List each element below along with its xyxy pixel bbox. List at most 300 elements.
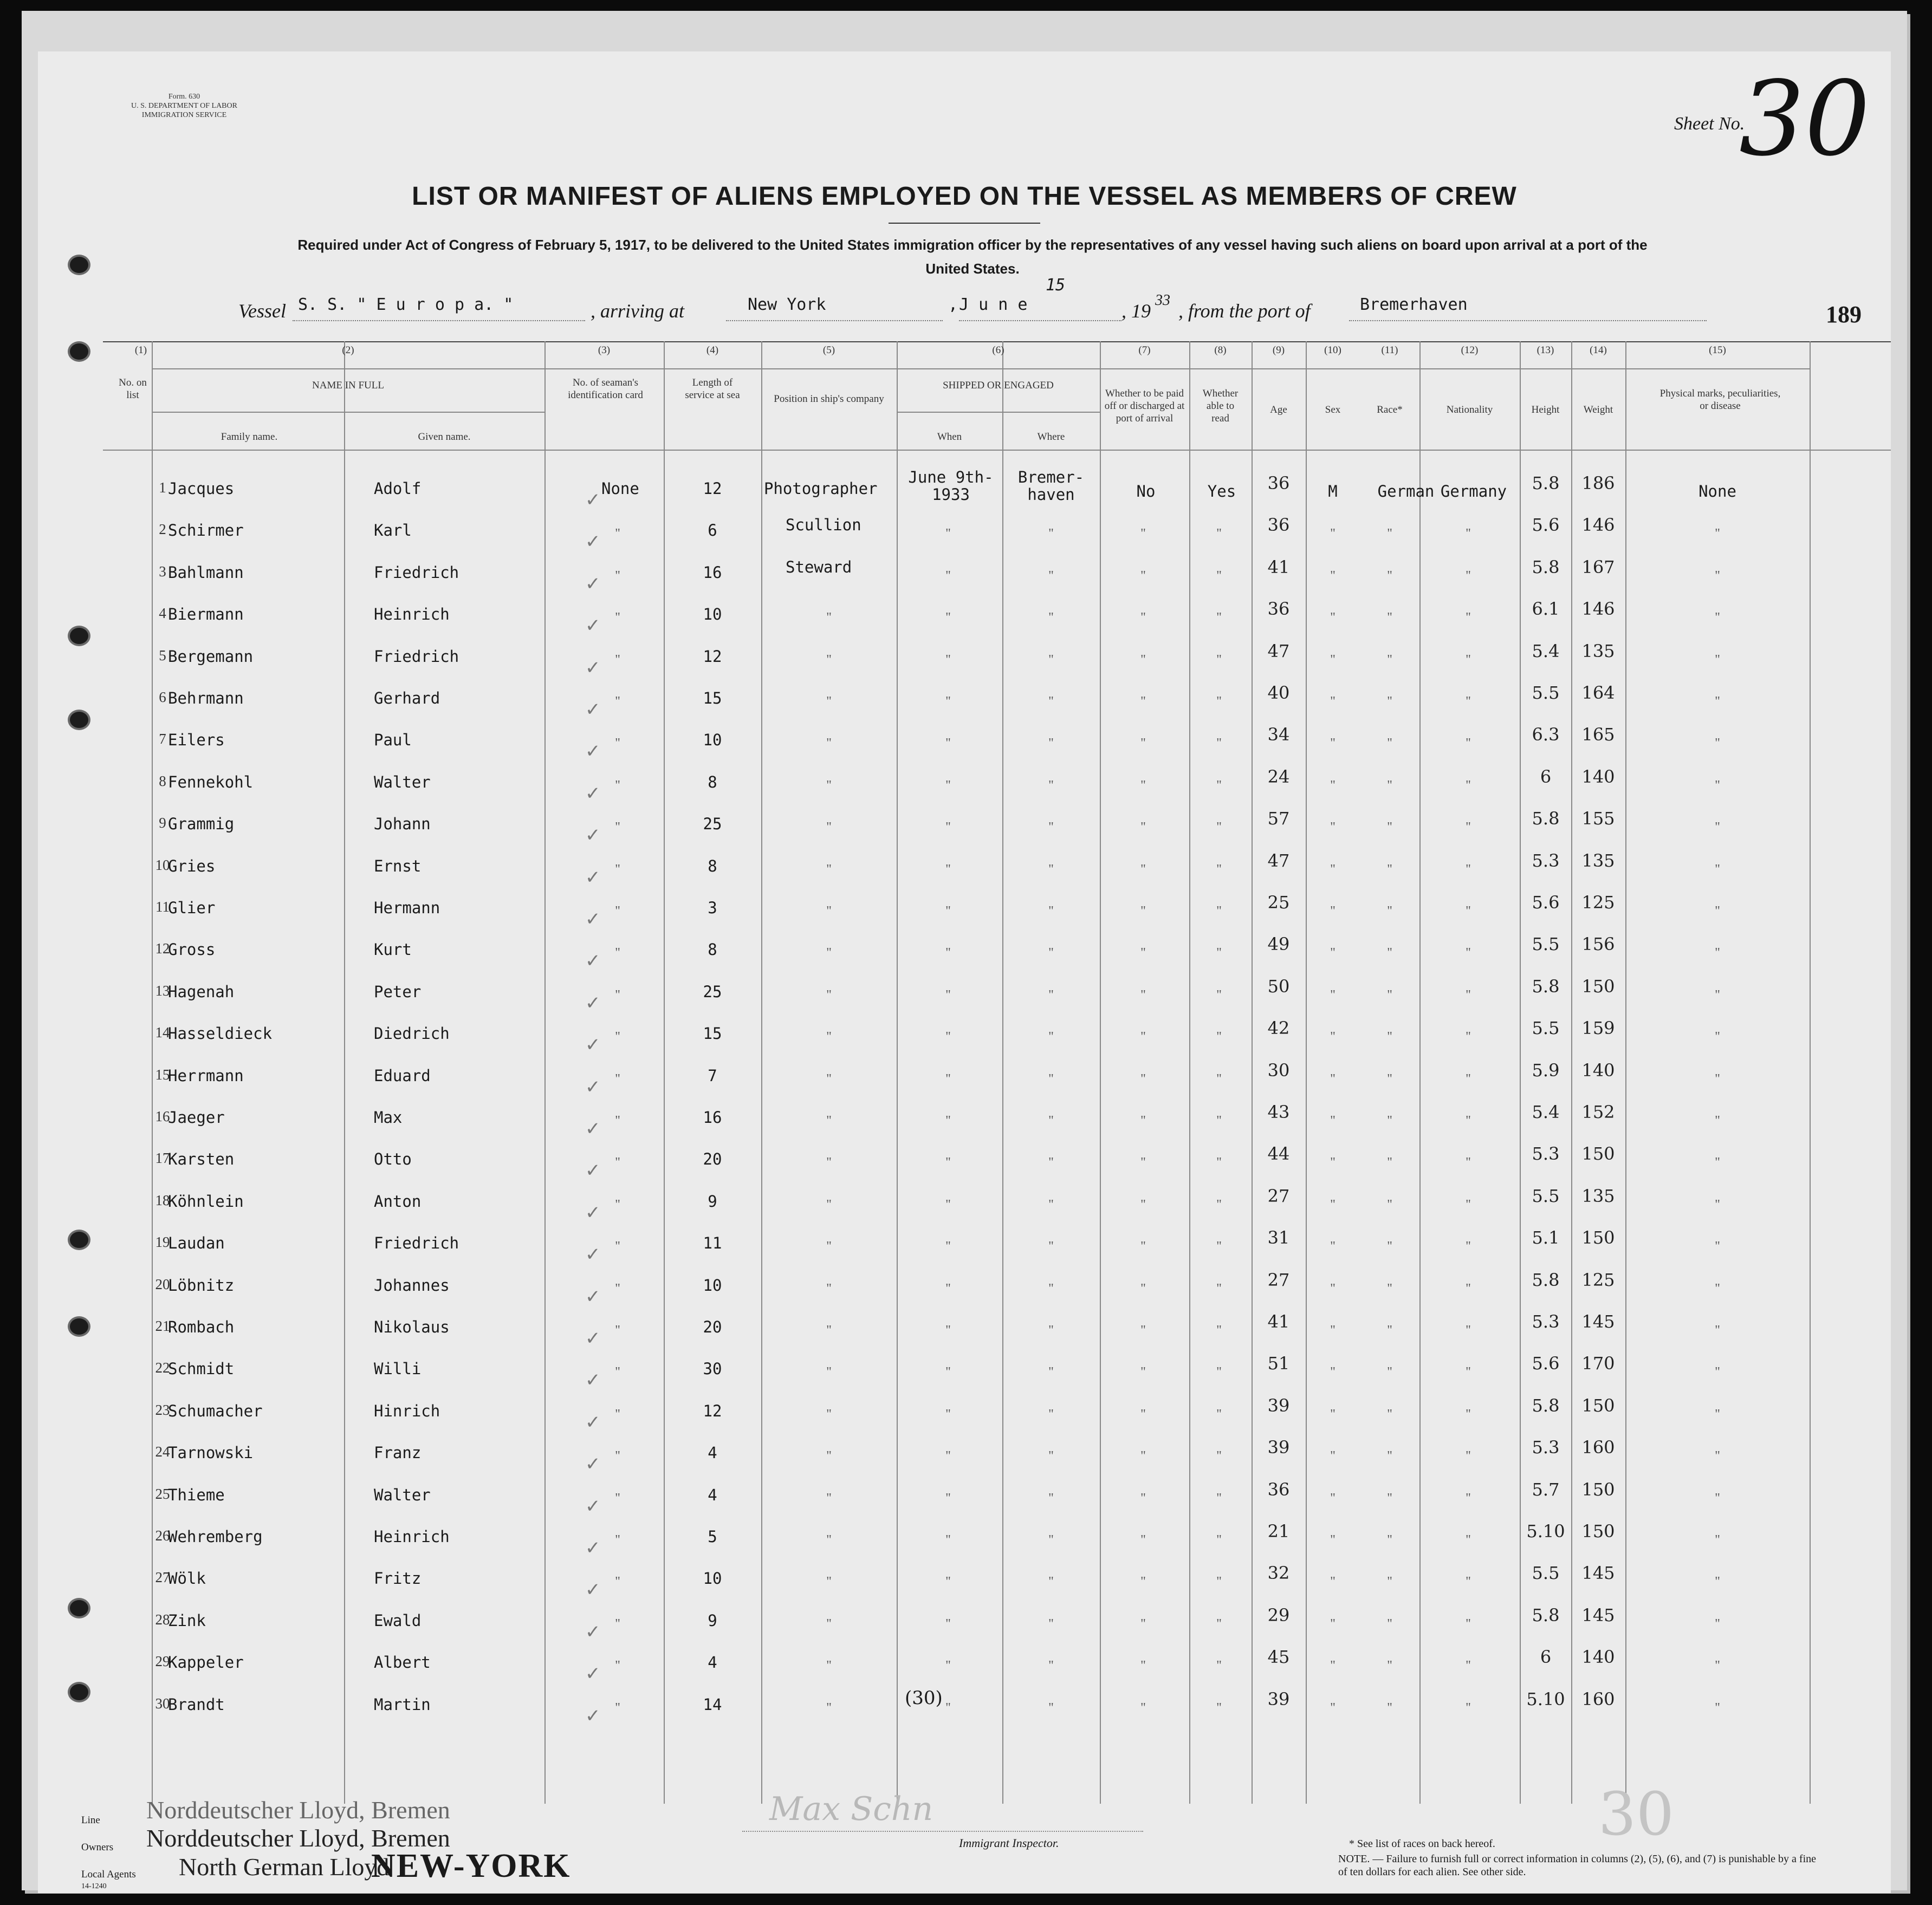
shipped-when-ditto: " — [945, 1365, 951, 1379]
physical-marks-ditto: " — [1715, 1407, 1720, 1421]
family-name: Fennekohl — [168, 773, 254, 791]
shipped-when-ditto: " — [945, 653, 951, 667]
shipped-when-ditto: " — [945, 1701, 951, 1715]
race-ditto: " — [1387, 1617, 1392, 1631]
nationality-ditto: " — [1466, 946, 1471, 960]
age: 24 — [1267, 766, 1290, 787]
weight: 150 — [1581, 1143, 1615, 1164]
shipped-when-ditto: " — [945, 904, 951, 918]
check-mark: ✓ — [585, 950, 601, 972]
nationality-ditto: " — [1466, 1617, 1471, 1631]
check-mark: ✓ — [585, 824, 601, 846]
family-name: Thieme — [168, 1486, 225, 1504]
paid-off-ditto: " — [1140, 778, 1146, 792]
weight: 135 — [1581, 850, 1615, 871]
weight: 150 — [1581, 1521, 1615, 1542]
physical-marks-ditto: " — [1715, 1659, 1720, 1673]
header-given-name: Given name. — [418, 431, 471, 443]
punch-hole-icon — [68, 341, 90, 362]
height: 5.6 — [1532, 515, 1560, 535]
physical-marks-ditto: " — [1715, 820, 1720, 834]
height: 5.8 — [1532, 808, 1560, 829]
shipped-where-ditto: " — [1048, 1072, 1054, 1086]
agents-stamp: North German Lloyd — [179, 1853, 390, 1881]
column-rule — [544, 341, 546, 1804]
ship-position-ditto: " — [826, 778, 832, 792]
col-num-15: (15) — [1709, 344, 1726, 356]
sex-ditto: " — [1330, 904, 1335, 918]
sex-ditto: " — [1330, 694, 1335, 708]
check-mark: ✓ — [585, 1034, 601, 1056]
able-to-read-ditto: " — [1216, 653, 1222, 667]
shipped-where-ditto: " — [1048, 1239, 1054, 1253]
check-mark: ✓ — [585, 1496, 601, 1517]
nationality-ditto: " — [1466, 736, 1471, 750]
weight: 145 — [1581, 1605, 1615, 1626]
inspector-signature: Max Schn — [769, 1790, 933, 1828]
inspector-label: Immigrant Inspector. — [959, 1836, 1059, 1850]
family-name: Karsten — [168, 1150, 235, 1168]
sex-ditto: " — [1330, 1198, 1335, 1212]
able-to-read-ditto: " — [1216, 904, 1222, 918]
shipped-where-ditto: " — [1048, 736, 1054, 750]
height: 5.7 — [1532, 1479, 1560, 1500]
seaman-card-ditto: " — [615, 1114, 620, 1128]
ship-position-ditto: " — [826, 1701, 832, 1715]
race-ditto: " — [1387, 946, 1392, 960]
punch-hole-icon — [68, 1230, 90, 1250]
family-name: Kappeler — [168, 1653, 244, 1672]
header-position: Position in ship's company — [774, 393, 884, 405]
row-number: 18 — [155, 1192, 170, 1208]
shipped-where-ditto: " — [1048, 1155, 1054, 1169]
shipped-where-ditto: " — [1048, 1575, 1054, 1589]
check-mark: ✓ — [585, 1453, 601, 1475]
weight: 140 — [1581, 766, 1615, 787]
paid-off-ditto: " — [1140, 694, 1146, 708]
family-name: Schmidt — [168, 1360, 235, 1378]
shipped-split-rule — [897, 412, 1100, 413]
given-name: Peter — [374, 983, 422, 1001]
seaman-card-ditto: " — [615, 694, 620, 708]
weight: 159 — [1581, 1018, 1615, 1038]
physical-marks-ditto: " — [1715, 1575, 1720, 1589]
check-mark: ✓ — [585, 657, 601, 679]
shipped-where: Bremer-haven — [1017, 468, 1085, 504]
row-number: 29 — [155, 1653, 170, 1669]
able-to-read-ditto: " — [1216, 736, 1222, 750]
row-number: 1 — [159, 479, 166, 496]
age: 39 — [1267, 1437, 1290, 1458]
weight: 140 — [1581, 1060, 1615, 1081]
weight: 150 — [1581, 1395, 1615, 1416]
header-bottom-rule — [103, 450, 1891, 451]
family-name: Brandt — [168, 1695, 225, 1714]
family-name: Jaeger — [168, 1108, 225, 1127]
age: 42 — [1267, 1018, 1290, 1038]
paid-off-ditto: " — [1140, 1114, 1146, 1128]
physical-marks-ditto: " — [1715, 1239, 1720, 1253]
height: 5.4 — [1532, 641, 1560, 661]
given-name: Eduard — [374, 1067, 431, 1085]
age: 41 — [1267, 1311, 1290, 1332]
family-name: Köhnlein — [168, 1192, 244, 1211]
given-name: Anton — [374, 1192, 422, 1211]
shipped-when-ditto: " — [945, 778, 951, 792]
race-ditto: " — [1387, 862, 1392, 876]
sex-ditto: " — [1330, 1072, 1335, 1086]
shipped-where-ditto: " — [1048, 1407, 1054, 1421]
check-mark: ✓ — [585, 1621, 601, 1643]
family-name: Grammig — [168, 815, 235, 833]
race-ditto: " — [1387, 694, 1392, 708]
length-of-service: 12 — [703, 647, 722, 666]
row-number: 10 — [155, 857, 170, 873]
weight: 150 — [1581, 1479, 1615, 1500]
check-mark: ✓ — [585, 1202, 601, 1224]
length-of-service: 15 — [703, 689, 722, 707]
physical-marks-ditto: " — [1715, 610, 1720, 625]
col-num-11: (11) — [1381, 344, 1398, 356]
nationality-ditto: " — [1466, 1155, 1471, 1169]
able-to-read-ditto: " — [1216, 610, 1222, 625]
nationality-ditto: " — [1466, 1491, 1471, 1505]
row-number: 20 — [155, 1276, 170, 1292]
race-ditto: " — [1387, 1239, 1392, 1253]
header-age: Age — [1270, 404, 1287, 415]
family-name: Zink — [168, 1611, 206, 1630]
ship-position-ditto: " — [826, 610, 832, 625]
paid-off-ditto: " — [1140, 1239, 1146, 1253]
length-of-service: 12 — [703, 1402, 722, 1420]
ship-position: Photographer — [764, 479, 878, 498]
height: 5.8 — [1532, 557, 1560, 577]
ship-position-ditto: " — [826, 1407, 832, 1421]
physical-marks-ditto: " — [1715, 988, 1720, 1002]
paid-off-ditto: " — [1140, 653, 1146, 667]
physical-marks-ditto: " — [1715, 1617, 1720, 1631]
height: 5.5 — [1532, 1186, 1560, 1206]
shipped-when: June 9th-1933 — [908, 468, 994, 504]
header-name-in-full: NAME IN FULL — [312, 380, 384, 391]
check-mark: ✓ — [585, 615, 601, 636]
row-number: 12 — [155, 940, 170, 957]
able-to-read-ditto: " — [1216, 1407, 1222, 1421]
length-of-service: 11 — [703, 1234, 722, 1252]
agents-label: Local Agents — [81, 1869, 136, 1880]
height: 5.8 — [1532, 473, 1560, 493]
col-num-4: (4) — [706, 344, 719, 356]
sex-ditto: " — [1330, 1155, 1335, 1169]
comma-mark: , — [948, 295, 958, 314]
length-of-service: 4 — [708, 1444, 717, 1462]
column-rule — [1189, 341, 1190, 1804]
length-of-service: 8 — [708, 773, 717, 791]
height: 5.8 — [1532, 1395, 1560, 1416]
ship-position-ditto: " — [826, 1155, 832, 1169]
weight: 170 — [1581, 1353, 1615, 1374]
age: 27 — [1267, 1270, 1290, 1290]
able-to-read-ditto: " — [1216, 1282, 1222, 1296]
family-name: Gries — [168, 857, 216, 875]
shipped-when-ditto: " — [945, 610, 951, 625]
age: 21 — [1267, 1521, 1290, 1542]
agents-city-stamp: NEW-YORK — [371, 1848, 571, 1884]
weight: 155 — [1581, 808, 1615, 829]
arriving-label: , arriving at — [591, 300, 685, 322]
ship-position-ditto: " — [826, 1239, 832, 1253]
column-rule — [1100, 341, 1101, 1804]
seaman-card-ditto: " — [615, 1323, 620, 1337]
race-ditto: " — [1387, 904, 1392, 918]
able-to-read-ditto: " — [1216, 820, 1222, 834]
length-of-service: 9 — [708, 1611, 717, 1630]
port-underline — [726, 320, 943, 321]
page-title: LIST OR MANIFEST OF ALIENS EMPLOYED ON THE VESSEL AS MEMBERS OF CREW — [412, 182, 1517, 211]
header-paid-off: Whether to be paid off or discharged at port of arrival — [1104, 388, 1185, 424]
sex-ditto: " — [1330, 653, 1335, 667]
family-name: Hagenah — [168, 983, 235, 1001]
able-to-read-ditto: " — [1216, 1239, 1222, 1253]
family-name: Löbnitz — [168, 1276, 235, 1295]
given-name: Ernst — [374, 857, 422, 875]
length-of-service: 30 — [703, 1360, 722, 1378]
able-to-read-ditto: " — [1216, 694, 1222, 708]
check-mark: ✓ — [585, 1705, 601, 1727]
physical-marks-ditto: " — [1715, 1365, 1720, 1379]
seaman-card-ditto: " — [615, 904, 620, 918]
able-to-read-ditto: " — [1216, 1030, 1222, 1044]
header-physical: Physical marks, peculiarities, or disease — [1659, 388, 1781, 412]
age: 36 — [1267, 1479, 1290, 1500]
paid-off-ditto: " — [1140, 1198, 1146, 1212]
column-rule — [1810, 341, 1811, 1804]
physical-marks-ditto: " — [1715, 1449, 1720, 1463]
given-name: Gerhard — [374, 689, 440, 707]
given-name: Heinrich — [374, 1527, 450, 1546]
height: 5.9 — [1532, 1060, 1560, 1081]
race-ditto: " — [1387, 1114, 1392, 1128]
seaman-card-ditto: " — [615, 653, 620, 667]
seaman-card-ditto: " — [615, 610, 620, 625]
weight: 125 — [1581, 892, 1615, 913]
sex-ditto: " — [1330, 1533, 1335, 1547]
weight: 125 — [1581, 1270, 1615, 1290]
age: 50 — [1267, 976, 1290, 997]
family-name: Biermann — [168, 605, 244, 623]
given-name: Friedrich — [374, 1234, 459, 1252]
sex-ditto: " — [1330, 1617, 1335, 1631]
punch-hole-icon — [68, 255, 90, 275]
able-to-read-ditto: " — [1216, 1114, 1222, 1128]
sex-ditto: " — [1330, 610, 1335, 625]
shipped-where-ditto: " — [1048, 1701, 1054, 1715]
length-of-service: 8 — [708, 857, 717, 875]
header-length-service: Length of service at sea — [685, 377, 740, 401]
paid-off-ditto: " — [1140, 526, 1146, 541]
column-rule — [897, 341, 898, 1804]
family-name: Glier — [168, 899, 216, 917]
race-ditto: " — [1387, 736, 1392, 750]
shipped-where-ditto: " — [1048, 526, 1054, 541]
height: 5.4 — [1532, 1102, 1560, 1122]
row-number: 6 — [159, 689, 166, 705]
length-of-service: 4 — [708, 1653, 717, 1672]
nationality-ditto: " — [1466, 1449, 1471, 1463]
family-name: Wehremberg — [168, 1527, 263, 1546]
height: 6 — [1540, 766, 1552, 787]
punch-hole-icon — [68, 1598, 90, 1618]
paid-off-ditto: " — [1140, 1365, 1146, 1379]
sex-ditto: " — [1330, 820, 1335, 834]
nationality-ditto: " — [1466, 988, 1471, 1002]
age: 36 — [1267, 473, 1290, 493]
title-rule — [889, 223, 1040, 224]
paid-off-ditto: " — [1140, 1701, 1146, 1715]
physical-marks-ditto: " — [1715, 1030, 1720, 1044]
shipped-when-ditto: " — [945, 988, 951, 1002]
check-mark: ✓ — [585, 1663, 601, 1685]
shipped-where-ditto: " — [1048, 1030, 1054, 1044]
shipped-when-ditto: " — [945, 862, 951, 876]
ship-position-ditto: " — [826, 1659, 832, 1673]
check-mark: ✓ — [585, 531, 601, 552]
shipped-where-ditto: " — [1048, 778, 1054, 792]
age: 39 — [1267, 1395, 1290, 1416]
given-name: Friedrich — [374, 647, 459, 666]
physical-marks-ditto: " — [1715, 653, 1720, 667]
seaman-card-ditto: " — [615, 526, 620, 541]
physical-marks-ditto: " — [1715, 1114, 1720, 1128]
able-to-read: Yes — [1207, 482, 1236, 500]
seaman-card-ditto: " — [615, 569, 620, 583]
shipped-where-ditto: " — [1048, 1533, 1054, 1547]
header-nationality: Nationality — [1446, 404, 1493, 415]
height: 5.3 — [1532, 850, 1560, 871]
line-stamp: Norddeutscher Lloyd, Bremen — [146, 1796, 450, 1824]
given-name: Walter — [374, 773, 431, 791]
able-to-read-ditto: " — [1216, 1659, 1222, 1673]
race-ditto: " — [1387, 778, 1392, 792]
able-to-read-ditto: " — [1216, 988, 1222, 1002]
seaman-card-ditto: " — [615, 1407, 620, 1421]
shipped-where-ditto: " — [1048, 569, 1054, 583]
seaman-card-ditto: " — [615, 946, 620, 960]
given-name: Albert — [374, 1653, 431, 1672]
ship-position-ditto: " — [826, 1575, 832, 1589]
shipped-when-ditto: " — [945, 1449, 951, 1463]
shipped-where-ditto: " — [1048, 694, 1054, 708]
length-of-service: 16 — [703, 1108, 722, 1127]
physical-marks-ditto: " — [1715, 946, 1720, 960]
length-of-service: 10 — [703, 605, 722, 623]
row-number: 5 — [159, 647, 166, 664]
sex-ditto: " — [1330, 569, 1335, 583]
column-rule — [1252, 341, 1253, 1804]
seaman-card-ditto: " — [615, 988, 620, 1002]
shipped-when-ditto: " — [945, 1282, 951, 1296]
seaman-card-ditto: " — [615, 1030, 620, 1044]
family-name: Herrmann — [168, 1067, 244, 1085]
header-shipped: SHIPPED OR ENGAGED — [943, 380, 1054, 391]
signature-line — [742, 1831, 1143, 1832]
seaman-card-ditto: " — [615, 820, 620, 834]
race-ditto: " — [1387, 1030, 1392, 1044]
service-name: IMMIGRATION SERVICE — [141, 111, 227, 119]
height: 5.6 — [1532, 892, 1560, 913]
paid-off-ditto: " — [1140, 610, 1146, 625]
nationality-ditto: " — [1466, 1114, 1471, 1128]
weight: 150 — [1581, 1227, 1615, 1248]
age: 32 — [1267, 1563, 1290, 1583]
shipped-when-ditto: " — [945, 1114, 951, 1128]
able-to-read-ditto: " — [1216, 1072, 1222, 1086]
col-num-10: (10) — [1324, 344, 1341, 356]
from-label: , from the port of — [1178, 300, 1311, 322]
height: 5.10 — [1526, 1689, 1565, 1709]
seaman-card-ditto: " — [615, 778, 620, 792]
col-num-7: (7) — [1138, 344, 1151, 356]
weight: 160 — [1581, 1437, 1615, 1458]
race-ditto: " — [1387, 1282, 1392, 1296]
footer — [38, 1779, 1891, 1893]
weight: 164 — [1581, 682, 1615, 703]
height: 6.1 — [1532, 599, 1560, 619]
sex-ditto: " — [1330, 736, 1335, 750]
sex: M — [1328, 482, 1338, 500]
able-to-read-ditto: " — [1216, 946, 1222, 960]
physical-marks-ditto: " — [1715, 1282, 1720, 1296]
length-of-service: 4 — [708, 1486, 717, 1504]
row-number: 8 — [159, 773, 166, 789]
physical-marks: None — [1698, 482, 1736, 500]
agents-code: 14-1240 — [81, 1882, 107, 1890]
row-number: 2 — [159, 521, 166, 537]
sex-ditto: " — [1330, 1323, 1335, 1337]
race-ditto: " — [1387, 526, 1392, 541]
row-number: 27 — [155, 1569, 170, 1585]
nationality-ditto: " — [1466, 1659, 1471, 1673]
paid-off-ditto: " — [1140, 904, 1146, 918]
given-name: Karl — [374, 521, 412, 539]
able-to-read-ditto: " — [1216, 1365, 1222, 1379]
shipped-when-ditto: " — [945, 1617, 951, 1631]
able-to-read-ditto: " — [1216, 1701, 1222, 1715]
nationality-ditto: " — [1466, 1407, 1471, 1421]
height: 5.8 — [1532, 1270, 1560, 1290]
shipped-where-ditto: " — [1048, 610, 1054, 625]
row-number: 16 — [155, 1108, 170, 1124]
arrival-month: J u n e — [959, 295, 1028, 314]
header-height: Height — [1531, 404, 1560, 415]
family-name: Hasseldieck — [168, 1024, 273, 1043]
sex-ditto: " — [1330, 862, 1335, 876]
race: German — [1377, 482, 1435, 500]
paid-off-ditto: " — [1140, 1030, 1146, 1044]
shipped-when-ditto: " — [945, 1155, 951, 1169]
check-mark: ✓ — [585, 1537, 601, 1559]
given-name: Kurt — [374, 940, 412, 959]
header-able-read: Whether able to read — [1202, 388, 1239, 424]
shipped-where-ditto: " — [1048, 1114, 1054, 1128]
length-of-service: 3 — [708, 899, 717, 917]
given-name: Walter — [374, 1486, 431, 1504]
owners-label: Owners — [81, 1842, 114, 1853]
given-name: Johannes — [374, 1276, 450, 1295]
nationality-ditto: " — [1466, 862, 1471, 876]
row-number: 11 — [155, 899, 170, 915]
height: 6.3 — [1532, 724, 1560, 745]
